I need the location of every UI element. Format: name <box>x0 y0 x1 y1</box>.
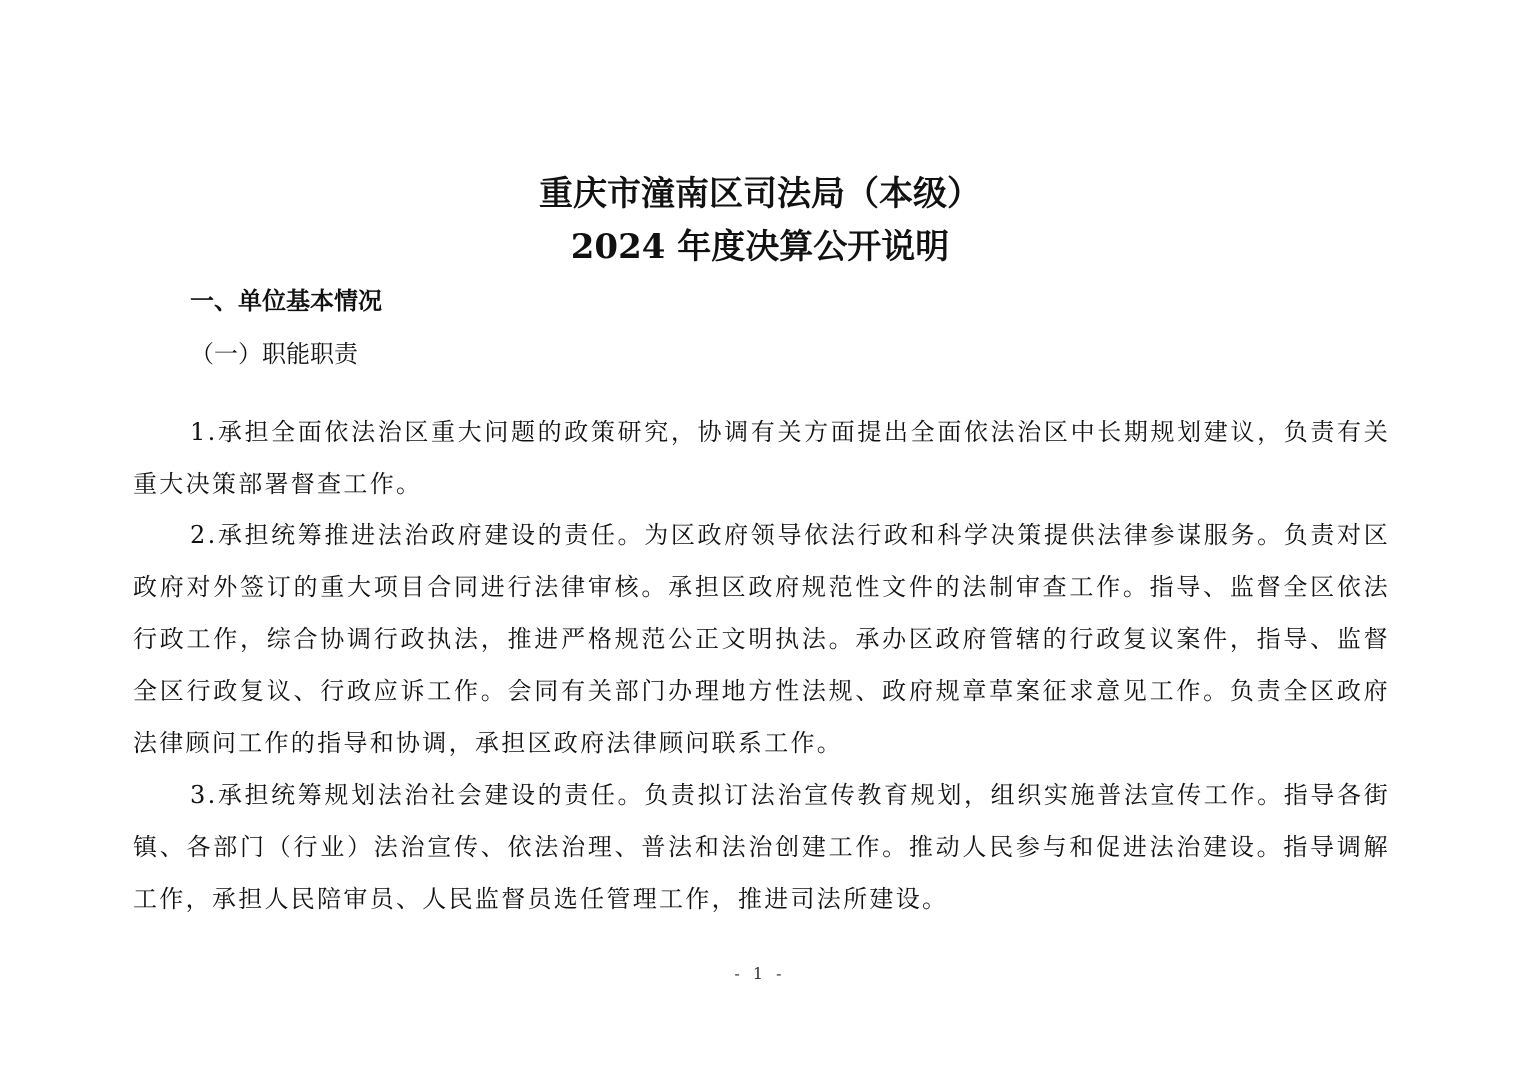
paragraph-duty-1: 1.承担全面依法治区重大问题的政策研究，协调有关方面提出全面依法治区中长期规划建议，负责有关重大决策部署督查工作。 <box>133 418 1390 498</box>
paragraph-duty-3: 3.承担统筹规划法治社会建设的责任。负责拟订法治宣传教育规划，组织实施普法宣传工作。指导各街镇、各部门（行业）法治宣传、依法治理、普法和法治创建工作。推动人民参与和促进法治建设。指导调解工作，承担人民陪审员、人民监督员选任管理工作，推进司法所建设。 <box>133 781 1390 913</box>
page-number: - 1 - <box>734 964 786 983</box>
subsection-heading-duties: （一）职能职责 <box>190 340 358 368</box>
section-heading-unit-basic-info: 一、单位基本情况 <box>190 287 382 315</box>
document-title-line2: 2024 年度决算公开说明 <box>570 227 950 267</box>
document-title-line1: 重庆市潼南区司法局（本级） <box>539 174 981 214</box>
paragraph-duty-2: 2.承担统筹推进法治政府建设的责任。为区政府领导依法行政和科学决策提供法律参谋服务。负责对区政府对外签订的重大项目合同进行法律审核。承担区政府规范性文件的法制审查工作。指导、监督全区依法行政工作，综合协调行政执法，推进严格规范公正文明执法。承办区政府管辖的行政复议案件，指导、监督全区行政复议、行政应诉工作。会同有关部门办理地方性法规、政府规章草案征求意见工作。负责全区政府法律顾问工作的指导和协调，承担区政府法律顾问联系工作。 <box>133 521 1390 757</box>
